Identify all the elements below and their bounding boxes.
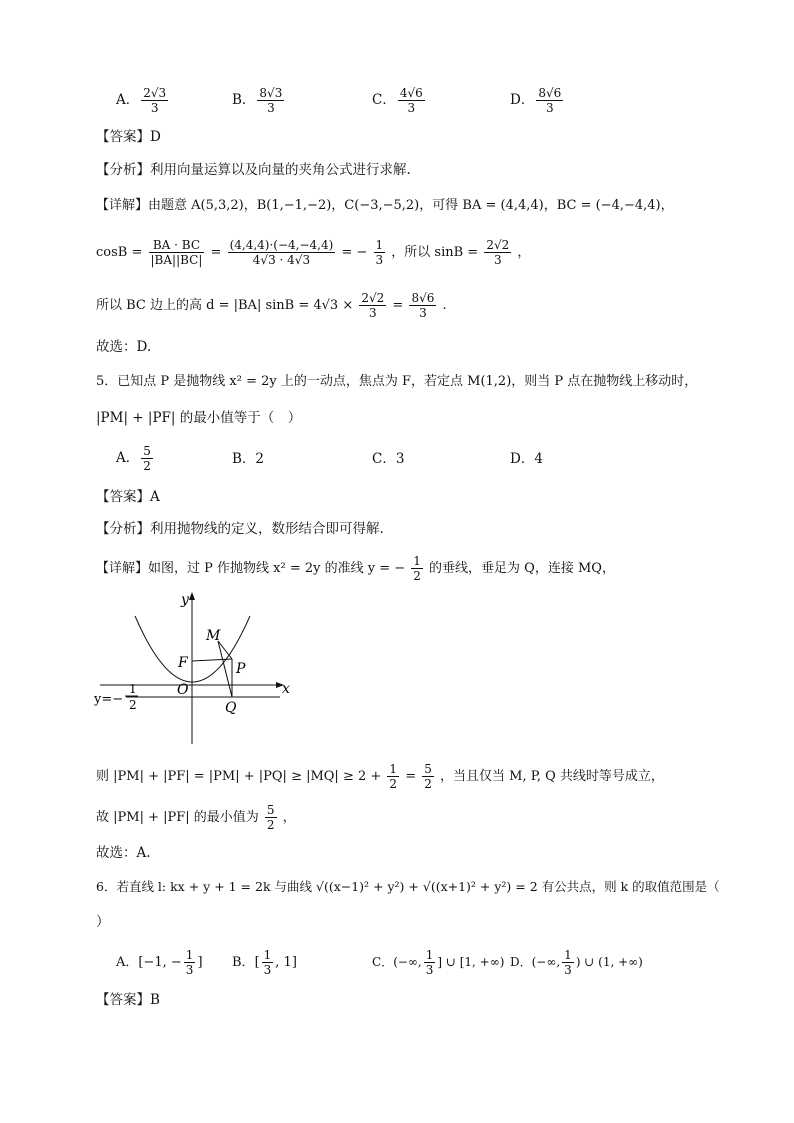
q5-option-c: C．3 <box>372 451 405 467</box>
q4-option-d: D． $\frac{8√6}{3}$ <box>510 86 562 115</box>
q4-option-c: C． $\frac{4√6}{3}$ <box>372 86 423 115</box>
q4-answer: 【答案】D <box>96 129 161 145</box>
q6-stem-line2: ） <box>96 914 110 930</box>
q5-option-b: B．2 <box>232 451 265 467</box>
q6-answer: 【答案】B <box>96 992 160 1008</box>
label-q: Q <box>225 700 237 716</box>
q4-detail-line1: 【详解】由题意 A(5,3,2)，B(1,−1,−2)，C(−3,−5,2)，可得 BA = (4,4,4)，BC = (−4,−4,4)， <box>96 198 674 213</box>
label-y: y <box>181 592 189 608</box>
label-f: F <box>178 655 188 671</box>
q4-detail-line3: 所以 BC 边上的高 d = |BA| sinB = 4√3 × $\frac{2√2}{3}$ = $\frac{8√6}{3}$ . <box>96 291 447 320</box>
q4-option-a: A． $\frac{2√3}{3}$ <box>116 86 167 115</box>
q5-stem-line1: 5．已知点 P 是抛物线 x² = 2y 上的一动点，焦点为 F，若定点 M(1,2)，则当 P 点在抛物线上移动时， <box>96 374 698 389</box>
label-o: O <box>177 682 189 698</box>
q6-option-d: D．(−∞, $\frac{1}{3}$ ) ∪ (1, +∞) <box>510 948 643 977</box>
parabola-figure <box>90 588 310 748</box>
q4-analysis: 【分析】利用向量运算以及向量的夹角公式进行求解. <box>96 162 411 178</box>
label-directrix-den: 2 <box>129 698 137 712</box>
q6-option-a: A．[−1, − $\frac{1}{3}$ ] <box>116 948 203 977</box>
q6-option-c: C．(−∞, $\frac{1}{3}$ ] ∪ [1, +∞) <box>372 948 505 977</box>
label-directrix-prefix: y=− <box>94 692 124 707</box>
q5-detail-line2: 则 |PM| + |PF| = |PM| + |PQ| ≥ |MQ| ≥ 2 + $\frac{1}{2}$ = $\frac{5}{2}$ ，当且仅当 M, P, Q 共线时等号成立， <box>96 762 664 791</box>
q6-stem-line1: 6．若直线 l: kx + y + 1 = 2k 与曲线 √((x−1)² + y²) + √((x+1)² + y²) = 2 有公共点，则 k 的取值范围是（ <box>96 879 720 894</box>
q4-option-b: B． $\frac{8√3}{3}$ <box>232 86 283 115</box>
q5-option-d: D．4 <box>510 451 543 467</box>
label-p: P <box>236 661 246 677</box>
q5-analysis: 【分析】利用抛物线的定义，数形结合即可得解. <box>96 521 384 537</box>
q4-detail-line2: cosB = $\frac{BA \cdot BC}{|BA||BC|}$ = $\frac{(4,4,4)\cdot(-4,-4,4)}{4√3 \cdot 4√3}$ = − $\frac{1}{3}$ ，所以 sinB = $\frac{2√2}{3}$ ， <box>96 238 531 267</box>
q5-stem-line2: |PM| + |PF| 的最小值等于（ ） <box>96 410 302 426</box>
label-m: M <box>206 628 221 644</box>
label-x: x <box>282 681 290 697</box>
q5-choose: 故选：A. <box>96 845 151 861</box>
q5-detail-line1: 【详解】如图，过 P 作抛物线 x² = 2y 的准线 y = − $\frac{1}{2}$ 的垂线，垂足为 Q，连接 MQ， <box>96 554 615 583</box>
q5-detail-line3: 故 |PM| + |PF| 的最小值为 $\frac{5}{2}$ ， <box>96 803 296 832</box>
q5-option-a: A． $\frac{5}{2}$ <box>116 444 151 473</box>
label-directrix-num: 1 <box>129 682 137 696</box>
q5-answer: 【答案】A <box>96 489 160 505</box>
q6-option-b: B．[ $\frac{1}{3}$ , 1] <box>232 948 297 977</box>
q4-choose: 故选：D. <box>96 339 152 355</box>
y-axis-arrow <box>189 592 195 600</box>
